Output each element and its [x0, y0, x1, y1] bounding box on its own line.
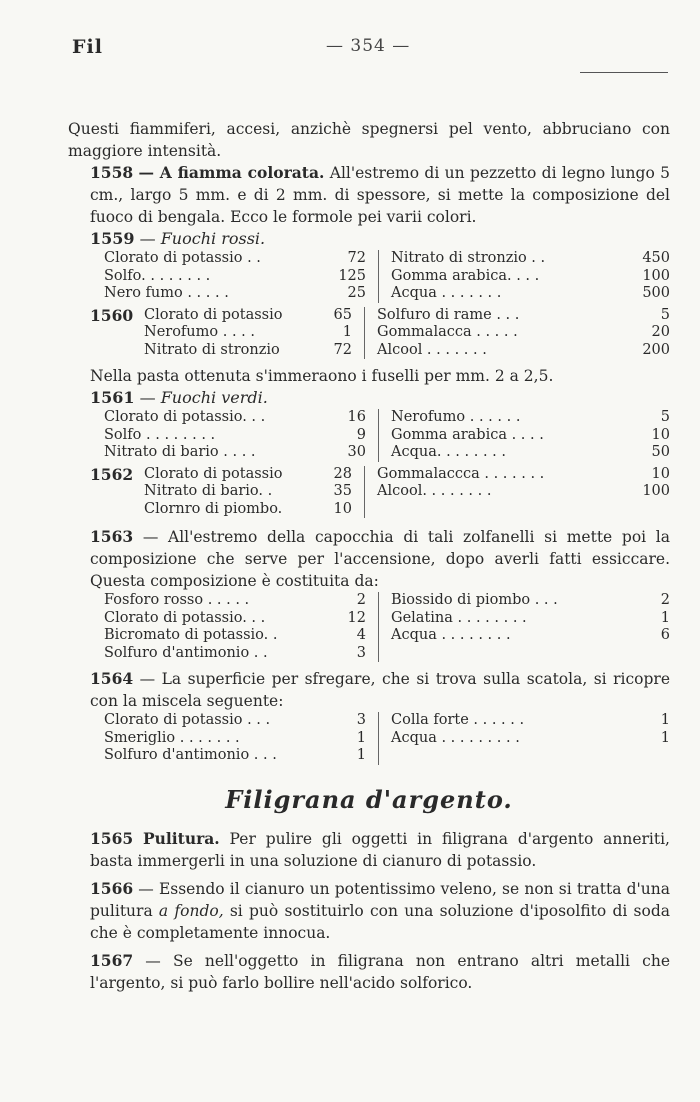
- book-page: [68, 30, 670, 994]
- ingredient: Clorato di potassio . . .: [104, 712, 271, 728]
- recipe-table-1562: [90, 466, 670, 519]
- ingredient: Gomma arabica . . . .: [391, 426, 544, 443]
- quantity: 28: [333, 465, 352, 482]
- ingredient: Gelatina . . . . . . . .: [391, 609, 527, 626]
- quantity: 25: [347, 285, 366, 301]
- entry-1561-heading: [90, 387, 670, 409]
- entry-number: 1561: [90, 388, 135, 407]
- ingredient: Clorato di potassio: [144, 465, 283, 482]
- page-number: — 354 —: [326, 36, 411, 56]
- ingredient: Alcool. . . . . . . .: [377, 483, 492, 499]
- table-row: [391, 592, 670, 610]
- table-row: [391, 730, 670, 748]
- quantity: 3: [356, 644, 366, 661]
- quantity: 16: [347, 409, 366, 425]
- table-row: [104, 610, 366, 628]
- ingredient: Nerofumo . . . .: [144, 324, 255, 340]
- ingredient: Acqua . . . . . . .: [391, 285, 502, 301]
- table-row: [144, 342, 352, 360]
- ingredient: Clorato di potassio: [144, 306, 283, 323]
- ingredient: Solfuro d'antimonio . .: [104, 644, 268, 661]
- quantity: 72: [347, 250, 366, 266]
- quantity: 5: [660, 409, 670, 425]
- quantity: 1: [356, 747, 366, 763]
- table-row: [391, 627, 670, 645]
- quantity: 20: [651, 324, 670, 340]
- table-row: [104, 730, 366, 748]
- entry-text: All'estremo di un pezzetto di legno lungo 5 cm., largo 5 mm. e di 2 mm. di spessore, si mette la composizione del fuoco di bengala. Ecco le formole pei varii colori.: [90, 164, 670, 226]
- entry-text: — All'estremo della capocchia di tali zolfanelli si mette poi la composizione che serve per l'accensione, dopo averli fatti essiccare. Questa composizione è costituita da:: [90, 528, 670, 590]
- emphasis: a fondo,: [158, 901, 224, 920]
- entry-1558: [68, 162, 670, 228]
- quantity: 72: [333, 341, 352, 358]
- entry-text: — Se nell'oggetto in filigrana non entrano altri metalli che l'argento, si può farlo bollire nell'acido solforico.: [90, 951, 670, 992]
- ingredient: Solfuro di rame . . .: [377, 306, 520, 323]
- ingredient: Gommalacca . . . . .: [377, 324, 518, 340]
- table-row: [104, 627, 366, 645]
- table-row: [391, 712, 670, 730]
- table-row: [104, 712, 366, 730]
- ingredient: Solfo. . . . . . . .: [104, 267, 211, 284]
- quantity: 35: [333, 483, 352, 499]
- table-row: [391, 444, 670, 462]
- table-row: [377, 342, 670, 360]
- ingredient: Biossido di piombo . . .: [391, 592, 558, 608]
- entry-1564: [68, 668, 670, 712]
- table-row: [391, 285, 670, 303]
- table-row: [377, 466, 670, 484]
- quantity: 10: [651, 426, 670, 443]
- ingredient: Colla forte . . . . . .: [391, 712, 525, 728]
- table-row: [104, 747, 366, 765]
- quantity: 5: [660, 306, 670, 323]
- table-row: [104, 645, 366, 663]
- ingredient: Acqua. . . . . . . .: [391, 444, 506, 460]
- quantity: 6: [660, 627, 670, 643]
- quantity: 3: [356, 712, 366, 728]
- entry-title: Fuochi verdi.: [160, 388, 268, 407]
- entry-text: — La superficie per sfregare, che si trova sulla scatola, si ricopre con la miscela seguente:: [90, 670, 670, 710]
- table-row: [391, 268, 670, 286]
- ingredient: Fosforo rosso . . . . .: [104, 592, 250, 608]
- section-heading: Fil: [72, 36, 103, 58]
- header-rule: [580, 72, 668, 73]
- recipe-table-1559: [104, 250, 670, 303]
- entry-text: — Essendo il cianuro un potentissimo veleno, se non si tratta d'una pulitura: [90, 879, 670, 920]
- table-row: [144, 307, 352, 325]
- ingredient: Solfuro d'antimonio . . .: [104, 747, 277, 763]
- ingredient: Nitrato di bario. .: [144, 483, 273, 499]
- quantity: 1: [660, 729, 670, 746]
- ingredient: Acqua . . . . . . . .: [391, 627, 511, 643]
- table-row: [104, 285, 366, 303]
- quantity: 65: [333, 306, 352, 323]
- entry-number: 1560: [90, 305, 134, 325]
- quantity: 1: [356, 729, 366, 746]
- table-row: [377, 324, 670, 342]
- table-row: [144, 483, 352, 501]
- quantity: 100: [642, 267, 670, 284]
- ingredient: Solfo . . . . . . . .: [104, 426, 216, 443]
- ingredient: Gommalaccca . . . . . . .: [377, 465, 545, 482]
- entry-number: 1566: [90, 878, 134, 898]
- ingredient: Nitrato di stronzio . .: [391, 250, 546, 266]
- entry-number: 1567: [90, 950, 134, 970]
- ingredient: Clorato di potassio. . .: [104, 609, 266, 626]
- table-row: [104, 427, 366, 445]
- table-row: [144, 501, 352, 519]
- ingredient: Nero fumo . . . . .: [104, 285, 229, 301]
- entry-number: 1563: [90, 527, 134, 546]
- ingredient: Clorato di potassio. . .: [104, 409, 266, 425]
- quantity: 1: [660, 712, 670, 728]
- quantity: 2: [356, 592, 366, 608]
- entry-number: 1558: [90, 163, 134, 182]
- note-text: Nella pasta ottenuta s'immeraono i fuselli per mm. 2 a 2,5.: [90, 367, 554, 385]
- ingredient: Nerofumo . . . . . .: [391, 409, 521, 425]
- running-header: [68, 30, 670, 70]
- quantity: 2: [660, 592, 670, 608]
- entry-1559-heading: [90, 228, 670, 250]
- recipe-table-1564: [104, 712, 670, 765]
- table-row: [391, 610, 670, 628]
- ingredient: Gomma arabica. . . .: [391, 267, 540, 284]
- entry-1567: [68, 950, 670, 994]
- quantity: 30: [347, 444, 366, 460]
- entry-title: Pulitura.: [142, 828, 220, 848]
- recipe-table-1563: [104, 592, 670, 662]
- ingredient: Smeriglio . . . . . . .: [104, 729, 240, 746]
- entry-text: Per pulire gli oggetti in filigrana d'argento anneriti, basta immergerli in una soluzione di cianuro di potassio.: [90, 829, 670, 870]
- paragraph-intro: Questi fiammiferi, accesi, anzichè spegnersi pel vento, abbruciano con maggiore intensità.: [68, 120, 670, 160]
- quantity: 10: [651, 465, 670, 482]
- table-row: [377, 483, 670, 501]
- section-title: Filigrana d'argento.: [225, 784, 513, 814]
- table-row: [104, 592, 366, 610]
- quantity: 1: [342, 324, 352, 340]
- table-row: [104, 250, 366, 268]
- quantity: 9: [356, 426, 366, 443]
- entry-text: si può sostituirlo con una soluzione d'iposolfito di soda che è completamente innocua.: [90, 901, 670, 942]
- entry-number: 1562: [90, 464, 134, 484]
- recipe-table-1561: [104, 409, 670, 462]
- recipe-table-1560: [90, 307, 670, 360]
- entry-number: 1565: [90, 828, 134, 848]
- quantity: 10: [333, 500, 352, 517]
- entry-number: 1564: [90, 669, 134, 688]
- table-row: [391, 409, 670, 427]
- quantity: 1: [660, 609, 670, 626]
- dash: —: [134, 388, 161, 407]
- ingredient: Nitrato di bario . . . .: [104, 444, 256, 460]
- table-row: [144, 324, 352, 342]
- ingredient: Nitrato di stronzio: [144, 341, 280, 358]
- table-row: [104, 409, 366, 427]
- entry-1566: [68, 878, 670, 944]
- table-row: [391, 250, 670, 268]
- entry-title: — A fiamma colorata.: [138, 163, 325, 182]
- entry-number: 1559: [90, 229, 135, 248]
- quantity: 200: [642, 341, 670, 358]
- dash: —: [134, 229, 161, 248]
- ingredient: Clorato di potassio . .: [104, 250, 261, 266]
- entry-1565: [68, 828, 670, 872]
- table-row: [104, 268, 366, 286]
- quantity: 100: [642, 483, 670, 499]
- entry-1563: [68, 526, 670, 592]
- ingredient: Clornro di piombo.: [144, 500, 283, 517]
- table-row: [377, 307, 670, 325]
- quantity: 12: [347, 609, 366, 626]
- table-row: [144, 466, 352, 484]
- ingredient: Alcool . . . . . . .: [377, 341, 487, 358]
- entry-title: Fuochi rossi.: [160, 229, 266, 248]
- quantity: 500: [642, 285, 670, 301]
- paragraph-note: [68, 365, 670, 387]
- ingredient: Bicromato di potassio. .: [104, 627, 278, 643]
- table-row: [391, 427, 670, 445]
- quantity: 4: [356, 627, 366, 643]
- quantity: 450: [642, 250, 670, 266]
- quantity: 50: [651, 444, 670, 460]
- table-row: [104, 444, 366, 462]
- quantity: 125: [338, 267, 366, 284]
- ingredient: Acqua . . . . . . . . .: [391, 729, 520, 746]
